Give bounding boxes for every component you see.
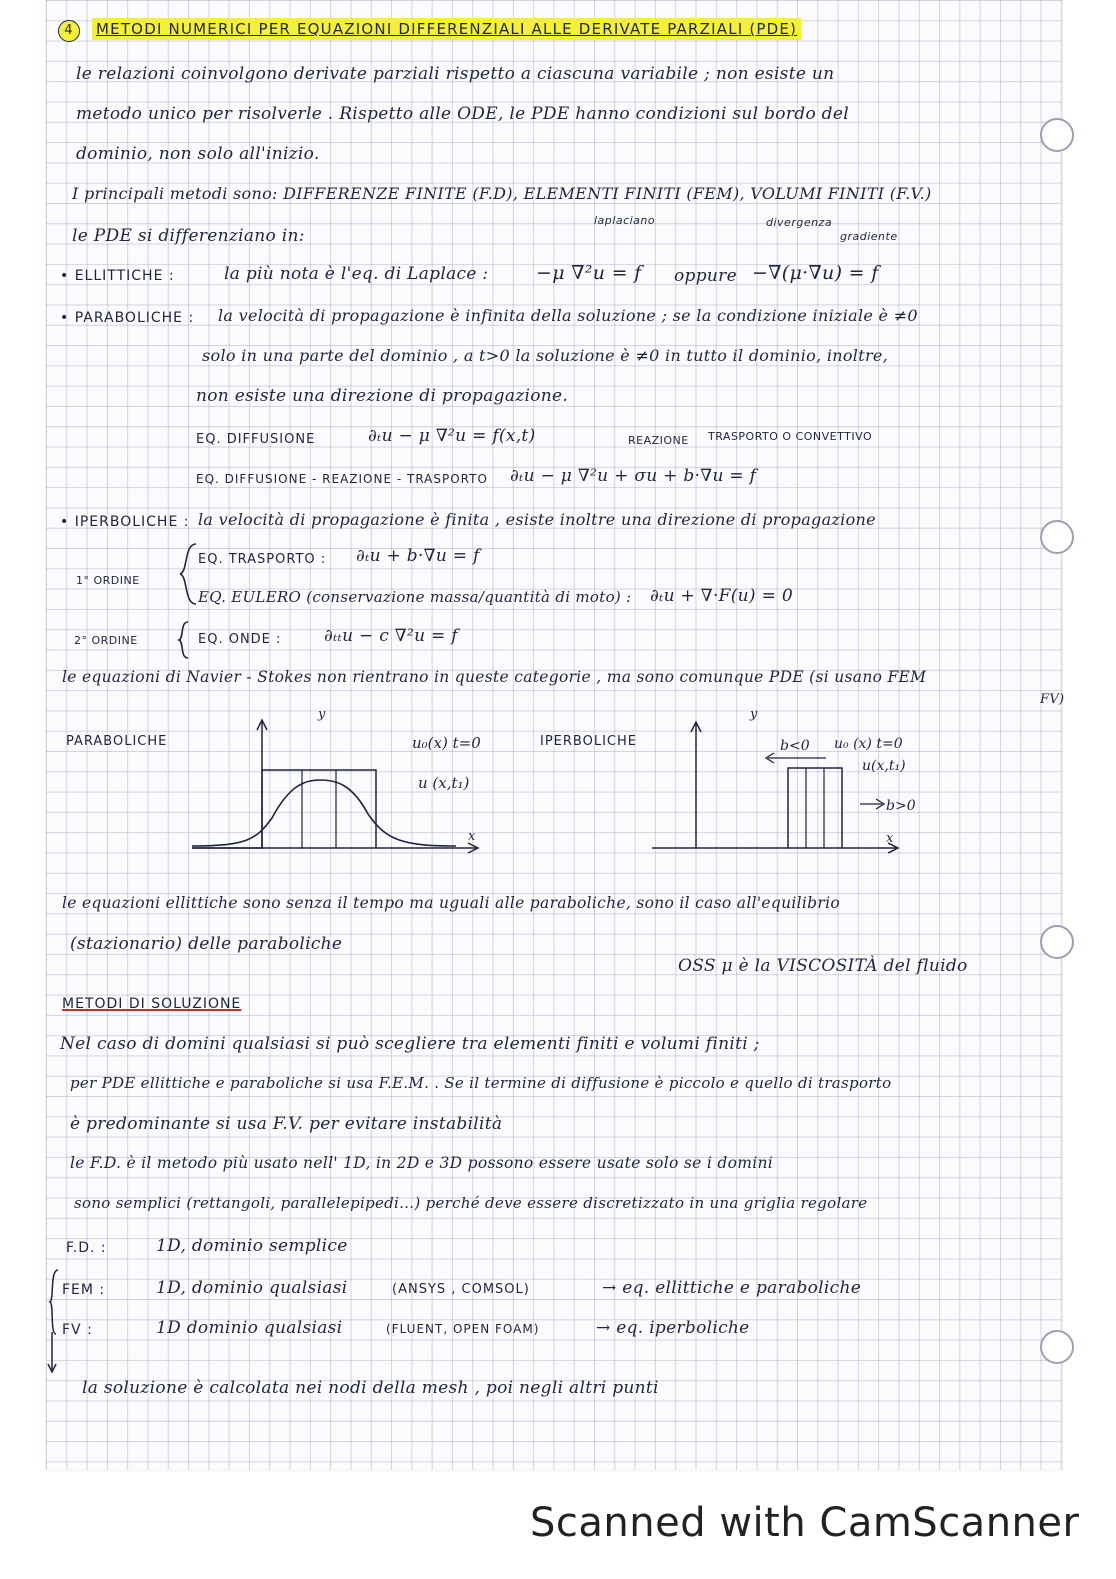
metodi-line: sono semplici (rettangoli, parallelepipedi...) perché deve essere discretizzato in una griglia regolare <box>74 1194 868 1212</box>
metodi-heading: METODI DI SOLUZIONE <box>62 996 242 1012</box>
graph-iperboliche <box>646 706 916 860</box>
ellittiche-label: • ELLITTICHE : <box>60 268 175 284</box>
ellittiche-note: le equazioni ellittiche sono senza il tempo ma uguali alle paraboliche, sono il caso all'equilibrio <box>62 894 840 912</box>
eq-onde: ∂ₜₜu − c ∇²u = f <box>324 626 458 646</box>
row-fem-software: (ANSYS , COMSOL) <box>392 1282 530 1297</box>
laplace-equation: −μ ∇²u = f <box>536 262 642 284</box>
annotation-gradiente: gradiente <box>840 230 898 243</box>
eq-drt-label: EQ. DIFFUSIONE - REAZIONE - TRASPORTO <box>196 472 488 486</box>
iperboliche-label: • IPERBOLICHE : <box>60 514 190 530</box>
paraboliche-line: non esiste una direzione di propagazione. <box>196 386 569 406</box>
binder-hole <box>1040 925 1074 959</box>
paraboliche-line: la velocità di propagazione è infinita della soluzione ; se la condizione iniziale è ≠0 <box>218 306 918 325</box>
label-u0: u₀ (x) t=0 <box>834 736 903 752</box>
eq-diffusione-label: EQ. DIFFUSIONE <box>196 432 316 447</box>
intro-line: metodo unico per risolverle . Rispetto alle ODE, le PDE hanno condizioni sul bordo del <box>76 104 849 124</box>
graph-y-label: y <box>318 707 326 722</box>
ellittiche-note: (stazionario) delle paraboliche <box>70 934 343 954</box>
title-text: METODI NUMERICI PER EQUAZIONI DIFFERENZIALI ALLE DERIVATE PARZIALI (PDE) <box>92 18 801 40</box>
classify-line: le PDE si differenziano in: <box>72 226 305 246</box>
binder-hole <box>1040 118 1074 152</box>
navier-stokes-note: le equazioni di Navier - Stokes non rientrano in queste categorie , ma sono comunque PDE (si usano FEM <box>62 668 927 686</box>
eq-onde-label: EQ. ONDE : <box>198 632 282 647</box>
paraboliche-line: solo in una parte del dominio , a t>0 la soluzione è ≠0 in tutto il dominio, inoltre, <box>202 346 889 365</box>
second-order-label: 2° ORDINE <box>74 634 138 647</box>
graph-x-label: x <box>886 831 894 846</box>
initial-step-u0 <box>192 770 376 848</box>
annotation-trasporto: TRASPORTO O CONVETTIVO <box>708 430 873 443</box>
eq-diffusione: ∂ₜu − μ ∇²u = f(x,t) <box>368 426 536 446</box>
row-fv-arrow: → eq. iperboliche <box>596 1318 750 1338</box>
scanner-watermark: Scanned with CamScanner <box>530 1500 1080 1546</box>
row-fem-key: FEM : <box>62 1282 106 1298</box>
graph-paraboliche-label: PARABOLICHE <box>66 734 168 749</box>
label-b-positive: b>0 <box>886 798 916 814</box>
row-fv-software: (FLUENT, OPEN FOAM) <box>386 1322 540 1336</box>
row-fem-value: 1D, dominio qualsiasi <box>156 1278 348 1298</box>
navier-stokes-tail: FV) <box>1040 692 1065 707</box>
binder-hole <box>1040 1330 1074 1364</box>
mesh-note: la soluzione è calcolata nei nodi della mesh , poi negli altri punti <box>82 1378 659 1398</box>
section-number: 4 <box>58 20 80 42</box>
divergence-equation: −∇(μ·∇u) = f <box>752 262 879 284</box>
intro-line: le relazioni coinvolgono derivate parziali rispetto a ciascuna variabile ; non esiste un <box>76 64 835 84</box>
annotation-divergenza: divergenza <box>766 216 833 229</box>
brace-fem-fv <box>46 1266 62 1376</box>
binder-hole <box>1040 520 1074 554</box>
annotation-laplaciano: laplaciano <box>594 214 656 227</box>
graph-paraboliche <box>186 700 486 860</box>
brace-second-order <box>176 620 192 660</box>
row-fd-key: F.D. : <box>66 1240 107 1256</box>
methods-line: I principali metodi sono: DIFFERENZE FINITE (F.D), ELEMENTI FINITI (FEM), VOLUMI FINITI (F.V.) <box>72 184 932 203</box>
metodi-line: è predominante si usa F.V. per evitare instabilità <box>70 1114 503 1134</box>
eq-drt: ∂ₜu − μ ∇²u + σu + b·∇u = f <box>510 466 757 486</box>
eq-eulero: ∂ₜu + ∇·F(u) = 0 <box>650 586 793 606</box>
annotation-reazione: REAZIONE <box>628 434 689 447</box>
row-fv-value: 1D dominio qualsiasi <box>156 1318 343 1338</box>
metodi-line: per PDE ellittiche e paraboliche si usa F.E.M. . Se il termine di diffusione è piccolo e quello di trasporto <box>70 1074 892 1092</box>
graph-x-label: x <box>468 829 476 844</box>
oss-note: OSS μ è la VISCOSITÀ del fluido <box>678 956 968 976</box>
label-u1: u(x,t₁) <box>862 758 906 774</box>
brace-first-order <box>176 542 200 606</box>
label-u0: u₀(x) t=0 <box>412 734 481 752</box>
oppure-text: oppure <box>674 266 737 286</box>
label-b-negative: b<0 <box>780 738 810 754</box>
row-fd-value: 1D, dominio semplice <box>156 1236 348 1256</box>
iperboliche-text: la velocità di propagazione è finita , esiste inoltre una direzione di propagazione <box>198 510 876 529</box>
row-fem-arrow: → eq. ellittiche e paraboliche <box>602 1278 862 1298</box>
diffused-curve-u1 <box>192 780 456 846</box>
first-order-label: 1° ORDINE <box>76 574 140 587</box>
paraboliche-label: • PARABOLICHE : <box>60 310 195 326</box>
page-title <box>58 20 801 42</box>
notebook-page <box>46 0 1065 1470</box>
intro-line: dominio, non solo all'inizio. <box>76 144 320 164</box>
metodi-line: le F.D. è il metodo più usato nell' 1D, in 2D e 3D possono essere usate solo se i domini <box>70 1154 774 1172</box>
graph-iperboliche-label: IPERBOLICHE <box>540 734 637 749</box>
row-fv-key: FV : <box>62 1322 93 1338</box>
eq-eulero-label: EQ. EULERO (conservazione massa/quantità di moto) : <box>198 588 632 606</box>
metodi-line: Nel caso di domini qualsiasi si può scegliere tra elementi finiti e volumi finiti ; <box>60 1034 760 1054</box>
eq-trasporto-label: EQ. TRASPORTO : <box>198 552 327 567</box>
ellittiche-text: la più nota è l'eq. di Laplace : <box>224 264 489 284</box>
label-u1: u (x,t₁) <box>418 774 470 792</box>
graph-y-label: y <box>750 707 758 722</box>
square-wave <box>788 768 842 848</box>
eq-trasporto: ∂ₜu + b·∇u = f <box>356 546 480 566</box>
